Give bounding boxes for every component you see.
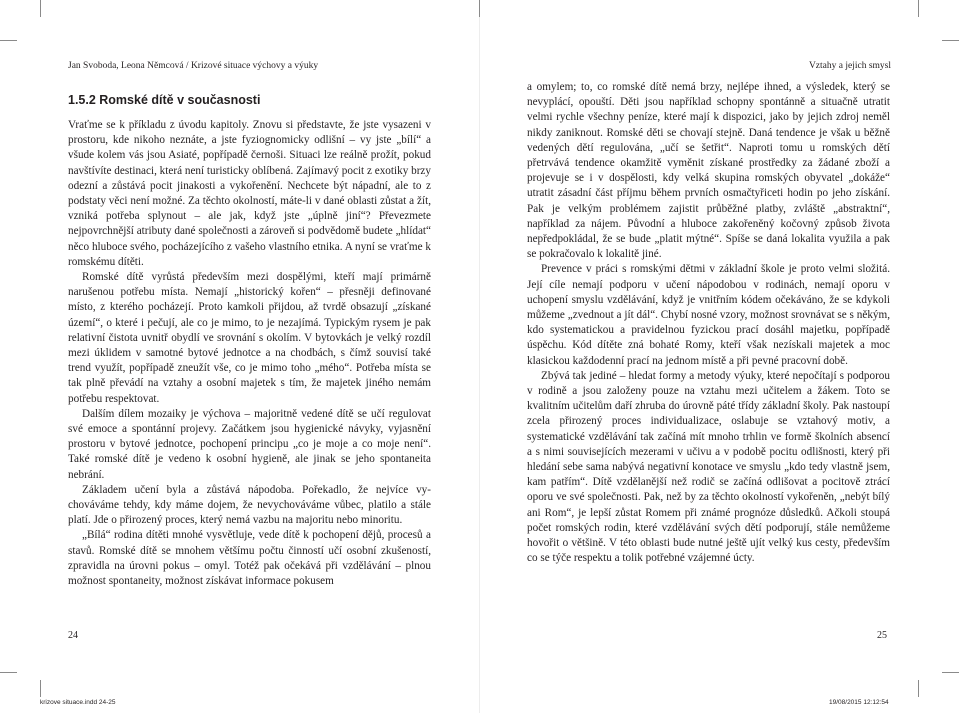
paragraph: Zbývá tak jediné – hledat formy a metody výuky, které nepočítají s podporou v rodině a jsou založeny pouze na vztahu mezi učitelem a žákem. Toto se kvalitním učitelům daří zhruba do úrovně páté třídy základní školy. Pak nastoupí zcela přirozený proces individualizace, oslabuje se vztahový motiv, a systematické vzdělávání tak začíná mít mnoho trhlin ve formě školních absencí a s nimi souvisejících mezerami v učivu a v podobě pocitu odlišnosti, který při hledání sebe sama nabývá negativní konotace ve smyslu „kdo tedy vlastně jsem, kam patřím“. Dítě vzdělanější než rodič se začíná odlišovat a pocitově ztrácí oporu ve své společnosti. Pak, než by za těchto okolností vykořeněn, „nebýt bílý ani Rom“, je lepší zůstat Romem při známé prognóze důsledků. Ačkoli stoupá počet romských rodin, které vzdělávání svých dětí podporují, stále nemůžeme hovořit o většině. V této oblasti bude nutné ještě ujít velký kus cesty, především co se týče respektu a tolik potřebné vzájemné úcty. xyxy=(527,369,890,565)
crop-mark xyxy=(918,680,919,697)
page-number-left: 24 xyxy=(68,630,78,641)
page-number-right: 25 xyxy=(877,630,887,641)
crop-mark xyxy=(0,672,17,673)
crop-mark xyxy=(0,40,17,41)
paragraph: „Bílá“ rodina dítěti mnohé vysvětluje, vede dítě k pochopení dějů, procesů a stavů. Romské dítě se mnohem většímu počtu činností učí osobní zkušeností, zpravidla na úrovni pokus – omyl. Totéž pak očekává při vzdělávání – plnou možnost spontaneity, možnost získávat informace pokusem xyxy=(68,529,431,588)
paragraph: Romské dítě vyrůstá především mezi dospělými, kteří mají primárně narušenou potřebu místa. Nemají „historický kořen“ – přesněji definované místo, z kterého pocházejí. Proto kamkoli přijdou, až tvrdě obsazují „získané území“, o které i pečují, ale co je mimo, to je nezajímá. Typickým rysem je pak relativní čistota uvnitř obydlí ve srovnání s okolím. V bytovkách je velký rozdíl mezi úklidem v samotné bytové jednotce a na chodbách, s čímž souvisí také trend využít, popřípadě zneužít vše, co je mimo toho „mého“. Potřeba místa se tak plně převádí na vztahy a osobní majetek s tím, že majetek jiného nemám potřebu respektovat. xyxy=(68,271,431,405)
crop-mark xyxy=(942,672,959,673)
print-slug-filename: krizove situace.indd 24-25 xyxy=(40,699,116,706)
paragraph: Prevence v práci s romskými dětmi v základní škole je proto velmi složitá. Její cíle nemají podporu v učení nápodobou v rodinách, nemají oporu v uchopení smyslu vzdělávání, když je vnitřním kódem očekáváno, že se kdykoli můžeme „zvednout a jít dál“. Chybí nosné vzory, možnost srovnávat se s někým, kdo systematickou a pravidelnou fyzickou prací dosáhl majetku, popřípadě úspěchu. Kód dítěte zná bohaté Romy, kteří však nezískali majetek a moc klasickou každodenní prací na jednom místě a při pevné pracovní době. xyxy=(527,263,890,367)
paragraph: Základem učení byla a zůstává nápodoba. Pořekadlo, že nejvíce vychováváme tehdy, kdy máme dojem, že nevychováváme vůbec, platilo a stále platí. Jde o přirozený proces, který nemá vazbu na majoritu nebo minoritu. xyxy=(68,483,431,527)
crop-mark xyxy=(40,0,41,17)
crop-mark xyxy=(479,0,480,17)
print-slug-timestamp: 19/08/2015 12:12:54 xyxy=(829,699,889,706)
crop-mark xyxy=(40,680,41,697)
paragraph: a omylem; to, co romské dítě nemá brzy, nejlépe ihned, a výsledek, který se nevyplácí, opouští. Děti jsou například schopny spontánně a situačně utratit velmi rychle všechny peníze, které mají k dispozici, jako by jejich zdroj neměl nikdy zaniknout. Romské děti se chovají stejně. Daná tendence je však u běžně vedených dětí regulována, „učí se šetřit“. Naproti tomu u romských dětí přetrvává tendence okamžitě vyměnit získané prostředky za žádané zboží a projevuje se i v dospělosti, kdy velká skupina romských obyvatel „dokáže“ utratit zásadní část příjmu během prvních osmačtyřiceti hodin po jeho získání. Pak je velkým problémem zajistit průběžné platby, zvláště „abstraktní“, například za nájem. Původní a hluboce zakořeněný kočovný způsob života nepředpokládal, že se bude „platit mýtné“. Spíše se daná lokalita využila a pak se pokračovalo k lokalitě jiné. xyxy=(527,81,890,261)
right-column-text xyxy=(527,80,890,567)
left-column-text xyxy=(68,118,431,589)
running-header-left: Jan Svoboda, Leona Němcová / Krizové situace výchovy a výuky xyxy=(68,61,319,71)
running-header-right: Vztahy a jejich smysl xyxy=(808,61,891,71)
paragraph: Dalším dílem mozaiky je výchova – majoritně vedené dítě se učí regulovat své emoce a spontánní projevy. Začátkem jsou hygienické návyky, vyjasnění prostoru v bytové jednotce, pochopení principu „co je moje a co moje není“. Také romské dítě je vedeno k osobní hygieně, ale jinak se jeho spontaneita nebrání. xyxy=(68,407,431,481)
spine-divider xyxy=(479,0,480,713)
section-heading: 1.5.2 Romské dítě v současnosti xyxy=(68,93,261,107)
crop-mark xyxy=(918,0,919,17)
paragraph: Vraťme se k příkladu z úvodu kapitoly. Znovu si představte, že jste vysazeni v prostoru, kde nikoho neznáte, a jste fyziognomicky odlišní – vy jste „bílí“ a všude kolem vás jsou Asiaté, popřípadě černoši. Situaci lze reálně prožít, pokud navštívíte destinaci, která není turisticky oblíbená. Zajímavý pocit z exotiky brzy odezní a zůstává pocit jinakosti a vykořenění. Nechcete být nápadní, ale to z podstaty věci není možné. Za těchto okolností, máte-li v dané oblasti zůstat a žít, vzniká potřeba splynout – ale jak, když jste „úplně jiní“? Převezmete nejpovrchnější atributy dané společnosti a zároveň si podvědomě budete „hlídat“ něco hluboce svého, pocházejícího z vašeho vlastního etnika. A nyní se vraťme k romskému dítěti. xyxy=(68,119,431,268)
crop-mark xyxy=(942,40,959,41)
